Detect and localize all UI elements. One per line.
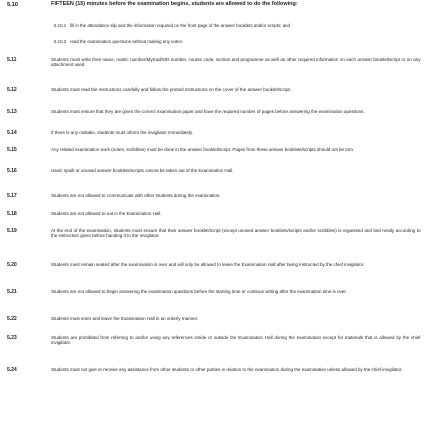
clause-text: Students must remain seated after the examination is over and will only be allowed to leave the Examination Hall after being instructed by the chief invigilator. [51, 262, 365, 267]
clause-number: 5.22 [7, 316, 17, 322]
clause-number: 5.19 [7, 228, 17, 234]
clause-number: 5.15 [7, 147, 17, 153]
sub-item-text: read the examination questions without making any notes. [70, 39, 184, 44]
clause-number: 5.20 [7, 262, 17, 268]
clause-text: FIFTEEN (15) minutes before the examination begins, students are allowed to do the following: [51, 1, 298, 7]
clause-number: 5.12 [7, 87, 17, 93]
clause-number: 5.10 [7, 2, 18, 8]
sub-item-text: fill in the attendance slip and the information required on the front page of the answer booklets and/or scripts; and [70, 23, 290, 28]
clause-text: Students must write their name, matric number/MyKad/SID number, course code, section and programme as well as other required information on each answer booklet/script or on any attachment used. [51, 57, 421, 68]
clause-number: 5.17 [7, 193, 17, 199]
clause-number: 5.24 [7, 367, 17, 373]
clause-number: 5.14 [7, 130, 17, 136]
clause-text: Students are prohibited from referring to and/or using any references inside or outside the Examination Hall during the examination except for materials that is allowed by the chief invigilator. [51, 335, 421, 346]
clause-number: 5.21 [7, 289, 17, 295]
clause-number: 5.16 [7, 168, 17, 174]
sub-item-number: 5.10.2 [54, 39, 67, 44]
clause-text: Used, spoilt or unused answer booklets/scripts cannot be taken out of the Examination Hall. [51, 168, 234, 173]
clause-number: 5.11 [7, 57, 17, 63]
clause-text: Students must read the instructions carefully and follow the printed instructions on the cover of the answer booklet/script. [51, 87, 291, 92]
clause-text: Students are not allowed to eat in the Examination Hall. [51, 211, 162, 216]
clause-number: 5.18 [7, 211, 17, 217]
clause-text: Any related examination work (notes, scribbles) must be done in the answer booklet/script. Pages from these answer booklets/scripts should not be torn. [51, 147, 355, 152]
clause-text: Students are not allowed to begin answering the examination questions before the starting time or continue writing after the examination time is over. [51, 289, 347, 294]
clause-text: Students must not give or receive any assistance from other students or other parties in relation to the examination during the examination unless allowed by the chief invigilator. [51, 367, 403, 372]
clause-number: 5.13 [7, 109, 17, 115]
clause-number: 5.23 [7, 335, 17, 341]
sub-item-number: 5.10.1 [54, 23, 67, 28]
clause-text: Students must ensure that they are given the correct examination paper and have the required number of pages before answering the examination questions. [51, 109, 365, 114]
clause-text: Students must enter and leave the Examination Hall in an orderly manner. [51, 316, 199, 321]
clause-text: Students are not allowed to communicate with other students during the examination. [51, 193, 221, 198]
clause-text: At the end of the examination, students must ensure that their answer booklet/script (except unused answer booklets/scripts and/or scribbles) is organised and tied neatly according to the instruction given before handing it to the invigilator. [51, 228, 421, 239]
clause-text: If there is any mistake, students must inform the invigilator immediately. [51, 130, 194, 135]
